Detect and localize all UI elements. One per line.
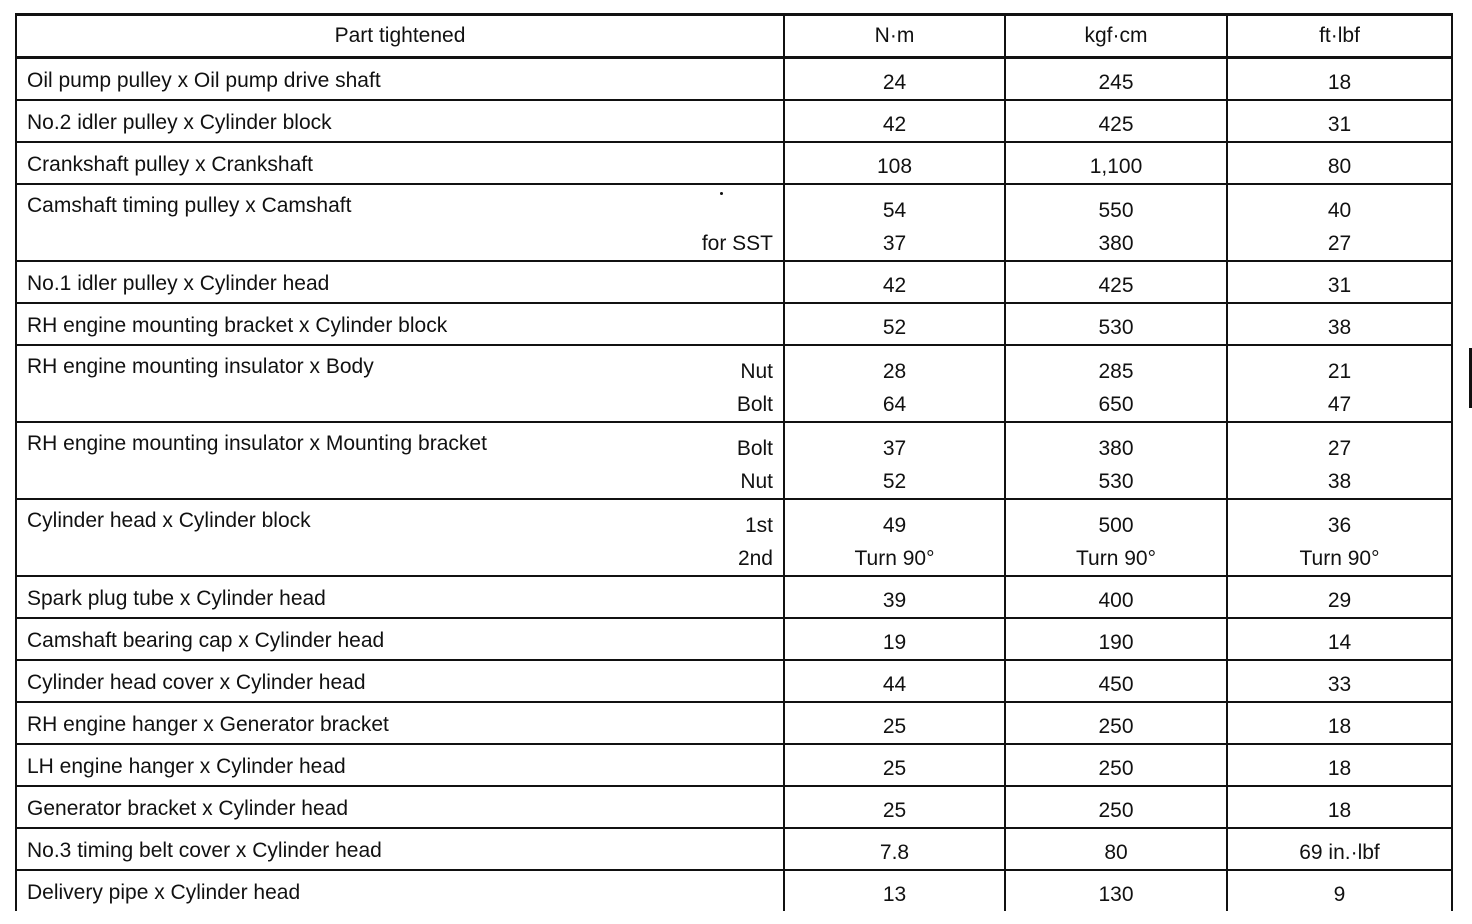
ft-cell [1227, 303, 1452, 345]
ft-value: 69 in.·lbf [1299, 841, 1380, 864]
kgf-value: 245 [1098, 71, 1134, 94]
kgf-cell [1005, 100, 1227, 142]
fastener-label: 2nd [737, 547, 773, 570]
nm-cell [784, 184, 1005, 261]
ft-value: 80 [1327, 155, 1352, 178]
table-row [16, 142, 1452, 184]
ft-value: 36 [1327, 514, 1352, 537]
nm-value: 28 [882, 360, 907, 383]
part-cell [16, 870, 784, 911]
table-row [16, 184, 1452, 261]
scan-speck [720, 192, 723, 195]
ft-value: 33 [1327, 673, 1352, 696]
ft-value: 18 [1327, 799, 1352, 822]
nm-cell [784, 345, 1005, 422]
kgf-value: 650 [1098, 393, 1134, 416]
part-cell [16, 786, 784, 828]
nm-value: 25 [882, 757, 907, 780]
kgf-value: Turn 90° [1076, 547, 1156, 570]
part-name: RH engine mounting insulator x Mounting bracket [27, 432, 487, 455]
nm-cell [784, 744, 1005, 786]
kgf-value: 400 [1098, 589, 1134, 612]
part-name: Delivery pipe x Cylinder head [27, 881, 301, 904]
ft-cell [1227, 499, 1452, 576]
ft-cell [1227, 660, 1452, 702]
kgf-cell [1005, 576, 1227, 618]
ft-cell [1227, 142, 1452, 184]
nm-cell [784, 100, 1005, 142]
ft-cell [1227, 345, 1452, 422]
table-row [16, 702, 1452, 744]
table-row [16, 303, 1452, 345]
part-cell [16, 702, 784, 744]
kgf-cell [1005, 744, 1227, 786]
kgf-value: 530 [1098, 316, 1134, 339]
fastener-labels [737, 355, 773, 421]
kgf-value: 530 [1098, 470, 1134, 493]
kgf-cell [1005, 786, 1227, 828]
kgf-value: 190 [1098, 631, 1134, 654]
nm-value: 37 [882, 232, 907, 255]
kgf-value: 550 [1098, 199, 1134, 222]
kgf-value: 450 [1098, 673, 1134, 696]
part-cell [16, 184, 784, 261]
header-ft-lbf: ft·lbf [1227, 15, 1452, 58]
nm-value: Turn 90° [854, 547, 935, 570]
part-name: No.1 idler pulley x Cylinder head [27, 272, 330, 295]
ft-value: 14 [1327, 631, 1352, 654]
ft-value: 27 [1327, 232, 1352, 255]
ft-value: 31 [1327, 113, 1352, 136]
kgf-value: 380 [1098, 437, 1134, 460]
table-row [16, 786, 1452, 828]
nm-cell [784, 702, 1005, 744]
nm-cell [784, 142, 1005, 184]
kgf-value: 250 [1098, 757, 1134, 780]
nm-value: 25 [882, 799, 907, 822]
nm-cell [784, 499, 1005, 576]
fastener-label: 1st [744, 514, 773, 537]
part-name: Generator bracket x Cylinder head [27, 797, 348, 820]
ft-cell [1227, 576, 1452, 618]
kgf-value: 285 [1098, 360, 1134, 383]
fastener-label: Nut [740, 470, 773, 493]
part-name: Crankshaft pulley x Crankshaft [27, 153, 313, 176]
ft-value: 21 [1327, 360, 1352, 383]
ft-value: 18 [1327, 715, 1352, 738]
kgf-cell [1005, 499, 1227, 576]
ft-cell [1227, 422, 1452, 499]
table-header [16, 15, 1452, 58]
ft-value: 40 [1327, 199, 1352, 222]
ft-value: 18 [1327, 757, 1352, 780]
table-body [16, 58, 1452, 912]
kgf-cell [1005, 261, 1227, 303]
nm-value: 25 [882, 715, 907, 738]
table-row [16, 58, 1452, 101]
ft-cell [1227, 870, 1452, 911]
table-row [16, 618, 1452, 660]
part-name: Camshaft timing pulley x Camshaft [27, 194, 352, 217]
part-cell [16, 303, 784, 345]
nm-cell [784, 261, 1005, 303]
nm-cell [784, 576, 1005, 618]
part-cell [16, 744, 784, 786]
kgf-value: 130 [1098, 883, 1134, 906]
part-cell [16, 58, 784, 101]
table-row [16, 828, 1452, 870]
kgf-cell [1005, 618, 1227, 660]
kgf-value: 380 [1098, 232, 1134, 255]
ft-value: 27 [1327, 437, 1352, 460]
ft-cell [1227, 702, 1452, 744]
header-kgf-cm: kgf·cm [1005, 15, 1227, 58]
ft-value: 38 [1327, 316, 1352, 339]
ft-value: Turn 90° [1299, 547, 1380, 570]
kgf-value: 80 [1104, 841, 1128, 864]
ft-value: 47 [1327, 393, 1352, 416]
ft-value: 9 [1333, 883, 1346, 906]
part-name: Oil pump pulley x Oil pump drive shaft [27, 69, 381, 92]
ft-cell [1227, 744, 1452, 786]
part-name: Cylinder head cover x Cylinder head [27, 671, 366, 694]
part-cell [16, 499, 784, 576]
part-name: Cylinder head x Cylinder block [27, 509, 311, 532]
table-row [16, 100, 1452, 142]
kgf-value: 425 [1098, 274, 1134, 297]
ft-value: 38 [1327, 470, 1352, 493]
ft-cell [1227, 184, 1452, 261]
kgf-cell [1005, 422, 1227, 499]
kgf-value: 425 [1098, 113, 1134, 136]
table-row [16, 345, 1452, 422]
nm-value: 44 [882, 673, 907, 696]
part-name: LH engine hanger x Cylinder head [27, 755, 346, 778]
part-name: No.3 timing belt cover x Cylinder head [27, 839, 382, 862]
fastener-label: Bolt [736, 393, 773, 416]
kgf-value: 250 [1098, 715, 1134, 738]
part-name: Spark plug tube x Cylinder head [27, 587, 326, 610]
kgf-value: 250 [1098, 799, 1134, 822]
part-name: RH engine hanger x Generator bracket [27, 713, 389, 736]
nm-cell [784, 422, 1005, 499]
nm-value: 108 [876, 155, 913, 178]
nm-value: 52 [882, 316, 907, 339]
nm-cell [784, 786, 1005, 828]
nm-value: 19 [882, 631, 907, 654]
part-cell [16, 618, 784, 660]
nm-value: 24 [882, 71, 907, 94]
torque-spec-table [15, 13, 1453, 911]
ft-value: 29 [1327, 589, 1352, 612]
fastener-labels [738, 509, 773, 575]
table-row [16, 744, 1452, 786]
nm-value: 13 [882, 883, 907, 906]
part-cell [16, 422, 784, 499]
part-name: Camshaft bearing cap x Cylinder head [27, 629, 385, 652]
nm-cell [784, 618, 1005, 660]
nm-cell [784, 58, 1005, 101]
part-cell [16, 828, 784, 870]
fastener-label: Nut [740, 360, 773, 383]
part-cell [16, 261, 784, 303]
part-cell [16, 660, 784, 702]
nm-value: 49 [882, 514, 907, 537]
nm-cell [784, 303, 1005, 345]
table-row [16, 660, 1452, 702]
part-cell [16, 345, 784, 422]
nm-value: 54 [882, 199, 907, 222]
table-row [16, 422, 1452, 499]
ft-cell [1227, 618, 1452, 660]
header-newton-meter: N·m [784, 15, 1005, 58]
kgf-cell [1005, 303, 1227, 345]
header-row [16, 15, 1452, 58]
nm-value: 7.8 [879, 841, 910, 864]
fastener-labels [702, 227, 773, 260]
nm-value: 42 [882, 274, 907, 297]
kgf-cell [1005, 142, 1227, 184]
ft-cell [1227, 100, 1452, 142]
ft-cell [1227, 58, 1452, 101]
ft-value: 31 [1327, 274, 1352, 297]
ft-cell [1227, 261, 1452, 303]
kgf-cell [1005, 660, 1227, 702]
header-part-tightened: Part tightened [16, 15, 784, 58]
part-name: No.2 idler pulley x Cylinder block [27, 111, 332, 134]
fastener-label: Bolt [736, 437, 773, 460]
nm-value: 39 [882, 589, 907, 612]
nm-value: 64 [882, 393, 907, 416]
fastener-label: for SST [701, 232, 773, 255]
nm-cell [784, 660, 1005, 702]
table-row [16, 576, 1452, 618]
ft-value: 18 [1327, 71, 1352, 94]
kgf-cell [1005, 870, 1227, 911]
part-name: RH engine mounting insulator x Body [27, 355, 374, 378]
table-row [16, 870, 1452, 911]
part-cell [16, 576, 784, 618]
ft-cell [1227, 786, 1452, 828]
nm-value: 37 [882, 437, 907, 460]
kgf-cell [1005, 58, 1227, 101]
kgf-cell [1005, 345, 1227, 422]
kgf-cell [1005, 184, 1227, 261]
part-cell [16, 100, 784, 142]
ft-cell [1227, 828, 1452, 870]
part-cell [16, 142, 784, 184]
kgf-cell [1005, 702, 1227, 744]
kgf-value: 1,100 [1089, 155, 1143, 178]
nm-cell [784, 828, 1005, 870]
nm-cell [784, 870, 1005, 911]
kgf-cell [1005, 828, 1227, 870]
table-row [16, 261, 1452, 303]
part-name: RH engine mounting bracket x Cylinder block [27, 314, 448, 337]
fastener-labels [737, 432, 773, 498]
nm-value: 52 [882, 470, 907, 493]
nm-value: 42 [882, 113, 907, 136]
kgf-value: 500 [1098, 514, 1134, 537]
table-row [16, 499, 1452, 576]
